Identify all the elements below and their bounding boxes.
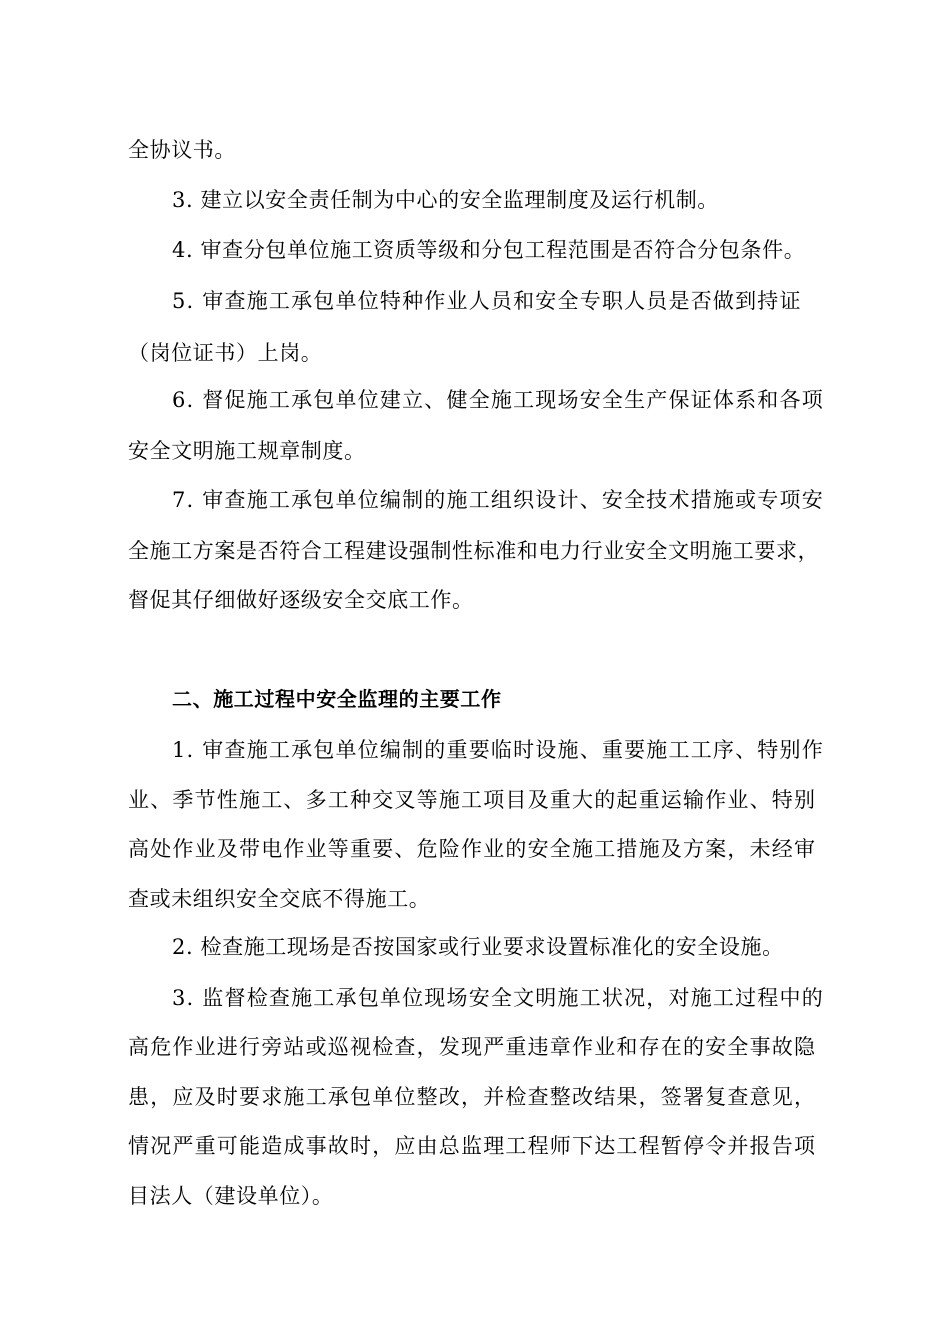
paragraph-line: 高危作业进行旁站或巡视检查，发现严重违章作业和存在的安全事故隐 [128,1035,817,1059]
paragraph-line: 安全文明施工规章制度。 [128,439,366,463]
paragraph-line: 5. 审查施工承包单位特种作业人员和安全专职人员是否做到持证 [172,289,802,313]
paragraph-line: 查或未组织安全交底不得施工。 [128,887,431,911]
paragraph-line: 3. 建立以安全责任制为中心的安全监理制度及运行机制。 [172,188,719,212]
paragraph-line: 7. 审查施工承包单位编制的施工组织设计、安全技术措施或专项安 [172,488,824,512]
paragraph-line: 业、季节性施工、多工种交叉等施工项目及重大的起重运输作业、特别 [128,788,817,812]
paragraph-line: 患，应及时要求施工承包单位整改，并检查整改结果，签署复查意见， [128,1085,817,1109]
paragraph-line: 3. 监督检查施工承包单位现场安全文明施工状况，对施工过程中的 [172,986,824,1010]
paragraph-line: 目法人（建设单位）。 [128,1184,334,1208]
paragraph-line: （岗位证书）上岗。 [128,341,323,365]
paragraph-line: 6. 督促施工承包单位建立、健全施工现场安全生产保证体系和各项 [172,388,824,412]
paragraph-line: 全协议书。 [128,138,236,162]
paragraph-line: 2. 检查施工现场是否按国家或行业要求设置标准化的安全设施。 [172,935,784,959]
paragraph-line: 全施工方案是否符合工程建设强制性标准和电力行业安全文明施工要求， [128,539,820,563]
paragraph-line: 高处作业及带电作业等重要、危险作业的安全施工措施及方案，未经审 [128,837,817,861]
paragraph-line: 1. 审查施工承包单位编制的重要临时设施、重要施工工序、特别作 [172,738,824,762]
paragraph-line: 4. 审查分包单位施工资质等级和分包工程范围是否符合分包条件。 [172,238,806,262]
paragraph-line: 情况严重可能造成事故时，应由总监理工程师下达工程暂停令并报告项 [128,1134,817,1158]
paragraph-line: 督促其仔细做好逐级安全交底工作。 [128,588,474,612]
section-heading: 二、施工过程中安全监理的主要工作 [172,687,502,711]
